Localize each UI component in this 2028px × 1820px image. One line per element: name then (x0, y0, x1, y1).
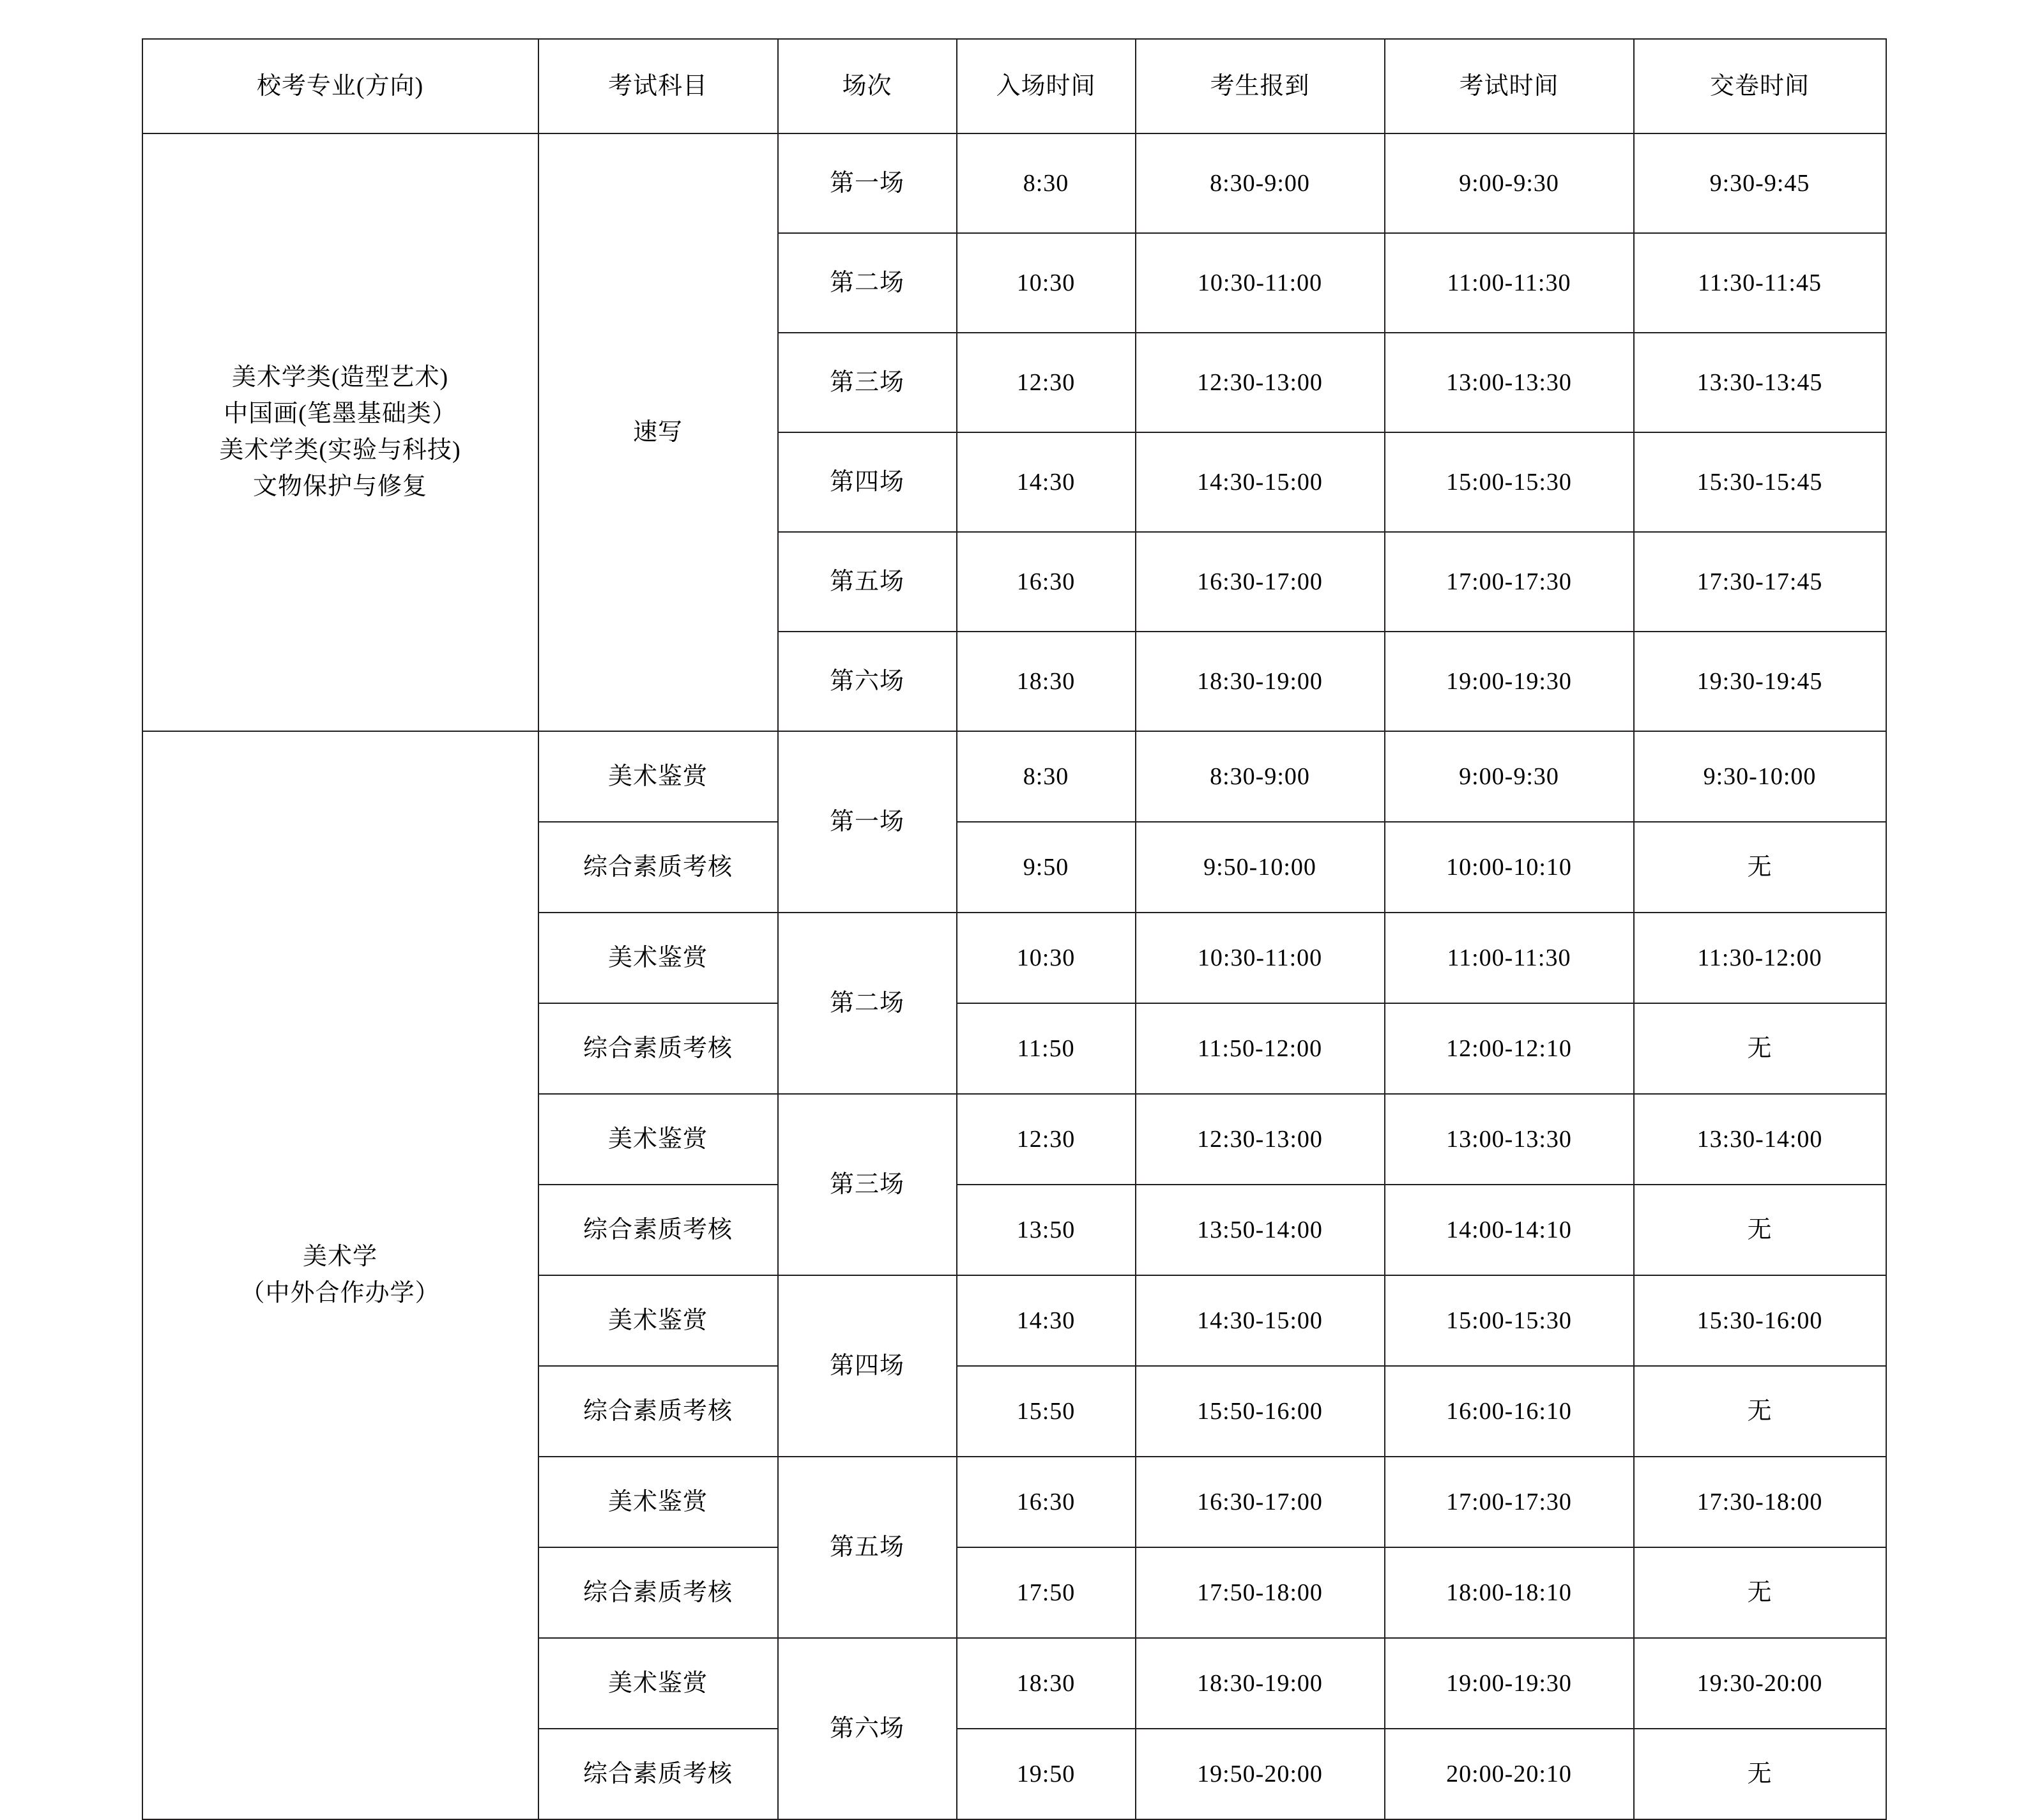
header-row (142, 39, 1886, 133)
session-cell: 第四场 (778, 1275, 957, 1457)
table-header (142, 39, 1886, 133)
session-cell: 第一场 (778, 133, 957, 233)
exam-time-cell: 11:00-11:30 (1385, 233, 1634, 333)
exam-time-cell: 16:00-16:10 (1385, 1366, 1634, 1457)
subject-cell: 综合素质考核 (538, 1003, 778, 1094)
table-row (142, 731, 1886, 822)
report-time-cell: 18:30-19:00 (1136, 1638, 1385, 1729)
entry-time-cell: 12:30 (957, 1094, 1136, 1185)
submit-time-cell: 9:30-10:00 (1634, 731, 1886, 822)
report-time-cell: 10:30-11:00 (1136, 233, 1385, 333)
major-group-1 (142, 133, 538, 731)
exam-time-cell: 9:00-9:30 (1385, 133, 1634, 233)
report-time-cell: 12:30-13:00 (1136, 1094, 1385, 1185)
report-time-cell: 19:50-20:00 (1136, 1729, 1385, 1819)
major-line: 美术学类(实验与科技) (219, 437, 461, 464)
entry-time-cell: 9:50 (957, 822, 1136, 913)
subject-cell: 综合素质考核 (538, 1185, 778, 1275)
exam-time-cell: 15:00-15:30 (1385, 1275, 1634, 1366)
entry-time-cell: 14:30 (957, 1275, 1136, 1366)
exam-time-cell: 20:00-20:10 (1385, 1729, 1634, 1819)
session-cell: 第三场 (778, 333, 957, 432)
report-time-cell: 14:30-15:00 (1136, 432, 1385, 532)
session-cell: 第二场 (778, 913, 957, 1094)
exam-time-cell: 19:00-19:30 (1385, 1638, 1634, 1729)
subject-cell: 综合素质考核 (538, 1729, 778, 1819)
entry-time-cell: 10:30 (957, 913, 1136, 1003)
submit-time-cell: 11:30-11:45 (1634, 233, 1886, 333)
report-time-cell: 15:50-16:00 (1136, 1366, 1385, 1457)
report-time-cell: 8:30-9:00 (1136, 133, 1385, 233)
exam-time-cell: 9:00-9:30 (1385, 731, 1634, 822)
subject-cell: 美术鉴赏 (538, 1638, 778, 1729)
exam-time-cell: 19:00-19:30 (1385, 632, 1634, 731)
report-time-cell: 18:30-19:00 (1136, 632, 1385, 731)
entry-time-cell: 12:30 (957, 333, 1136, 432)
submit-time-cell: 无 (1634, 1003, 1886, 1094)
major-line: 文物保护与修复 (252, 473, 427, 500)
subject-cell: 综合素质考核 (538, 1547, 778, 1638)
exam-time-cell: 10:00-10:10 (1385, 822, 1634, 913)
subject-cell: 美术鉴赏 (538, 731, 778, 822)
major-line: （中外合作办学） (240, 1280, 440, 1307)
submit-time-cell: 无 (1634, 1729, 1886, 1819)
subject-cell: 综合素质考核 (538, 822, 778, 913)
submit-time-cell: 无 (1634, 1547, 1886, 1638)
report-time-cell: 12:30-13:00 (1136, 333, 1385, 432)
exam-time-cell: 12:00-12:10 (1385, 1003, 1634, 1094)
table-body (142, 133, 1886, 1819)
session-cell: 第四场 (778, 432, 957, 532)
submit-time-cell: 19:30-19:45 (1634, 632, 1886, 731)
header-entry-time: 入场时间 (957, 39, 1136, 133)
exam-time-cell: 17:00-17:30 (1385, 1457, 1634, 1547)
exam-time-cell: 11:00-11:30 (1385, 913, 1634, 1003)
session-cell: 第一场 (778, 731, 957, 913)
report-time-cell: 10:30-11:00 (1136, 913, 1385, 1003)
entry-time-cell: 15:50 (957, 1366, 1136, 1457)
subject-cell: 美术鉴赏 (538, 1457, 778, 1547)
header-submit-time: 交卷时间 (1634, 39, 1886, 133)
report-time-cell: 8:30-9:00 (1136, 731, 1385, 822)
subject-cell: 美术鉴赏 (538, 1094, 778, 1185)
session-cell: 第六场 (778, 1638, 957, 1819)
subject-cell: 美术鉴赏 (538, 913, 778, 1003)
exam-time-cell: 14:00-14:10 (1385, 1185, 1634, 1275)
submit-time-cell: 无 (1634, 822, 1886, 913)
major-line: 美术学类(造型艺术) (231, 364, 449, 391)
exam-time-cell: 13:00-13:30 (1385, 1094, 1634, 1185)
entry-time-cell: 8:30 (957, 731, 1136, 822)
entry-time-cell: 8:30 (957, 133, 1136, 233)
entry-time-cell: 17:50 (957, 1547, 1136, 1638)
submit-time-cell: 15:30-15:45 (1634, 432, 1886, 532)
entry-time-cell: 10:30 (957, 233, 1136, 333)
submit-time-cell: 13:30-13:45 (1634, 333, 1886, 432)
entry-time-cell: 14:30 (957, 432, 1136, 532)
major-group-2 (142, 731, 538, 1819)
entry-time-cell: 18:30 (957, 632, 1136, 731)
report-time-cell: 17:50-18:00 (1136, 1547, 1385, 1638)
entry-time-cell: 11:50 (957, 1003, 1136, 1094)
exam-time-cell: 17:00-17:30 (1385, 532, 1634, 632)
entry-time-cell: 13:50 (957, 1185, 1136, 1275)
report-time-cell: 16:30-17:00 (1136, 532, 1385, 632)
submit-time-cell: 17:30-18:00 (1634, 1457, 1886, 1547)
entry-time-cell: 18:30 (957, 1638, 1136, 1729)
entry-time-cell: 16:30 (957, 532, 1136, 632)
entry-time-cell: 16:30 (957, 1457, 1136, 1547)
submit-time-cell: 15:30-16:00 (1634, 1275, 1886, 1366)
header-subject: 考试科目 (538, 39, 778, 133)
session-cell: 第五场 (778, 1457, 957, 1638)
major-line: 中国画(笔墨基础类） (224, 400, 457, 427)
session-cell: 第五场 (778, 532, 957, 632)
subject-cell: 综合素质考核 (538, 1366, 778, 1457)
session-cell: 第六场 (778, 632, 957, 731)
header-session: 场次 (778, 39, 957, 133)
entry-time-cell: 19:50 (957, 1729, 1136, 1819)
major-line: 美术学 (302, 1243, 377, 1270)
report-time-cell: 16:30-17:00 (1136, 1457, 1385, 1547)
report-time-cell: 11:50-12:00 (1136, 1003, 1385, 1094)
submit-time-cell: 无 (1634, 1185, 1886, 1275)
submit-time-cell: 无 (1634, 1366, 1886, 1457)
exam-schedule-table (142, 38, 1887, 1820)
exam-time-cell: 15:00-15:30 (1385, 432, 1634, 532)
subject-cell: 美术鉴赏 (538, 1275, 778, 1366)
exam-time-cell: 13:00-13:30 (1385, 333, 1634, 432)
exam-time-cell: 18:00-18:10 (1385, 1547, 1634, 1638)
submit-time-cell: 11:30-12:00 (1634, 913, 1886, 1003)
session-cell: 第二场 (778, 233, 957, 333)
submit-time-cell: 19:30-20:00 (1634, 1638, 1886, 1729)
subject-group-1: 速写 (538, 133, 778, 731)
session-cell: 第三场 (778, 1094, 957, 1275)
submit-time-cell: 9:30-9:45 (1634, 133, 1886, 233)
table-row (142, 133, 1886, 233)
header-major: 校考专业(方向) (142, 39, 538, 133)
report-time-cell: 14:30-15:00 (1136, 1275, 1385, 1366)
header-exam-time: 考试时间 (1385, 39, 1634, 133)
report-time-cell: 9:50-10:00 (1136, 822, 1385, 913)
header-report-time: 考生报到 (1136, 39, 1385, 133)
submit-time-cell: 13:30-14:00 (1634, 1094, 1886, 1185)
report-time-cell: 13:50-14:00 (1136, 1185, 1385, 1275)
submit-time-cell: 17:30-17:45 (1634, 532, 1886, 632)
